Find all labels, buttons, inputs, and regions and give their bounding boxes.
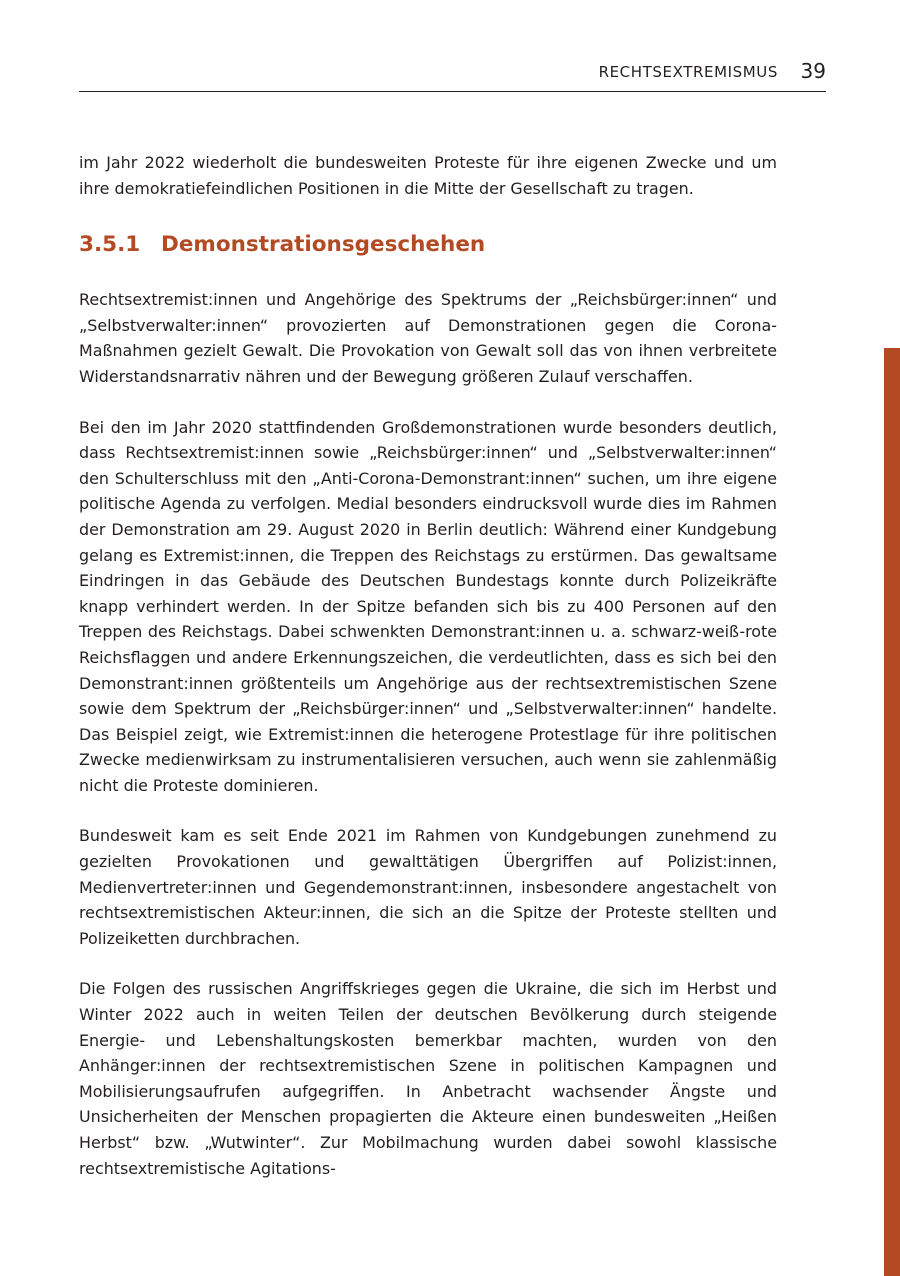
paragraph: Bei den im Jahr 2020 stattfindenden Großdemonstrationen wurde besonders deutlich, dass Rechtsextremist:innen sowie „Reichsbürger:innen“ und „Selbstverwalter:innen“ den Schulterschluss mit den „Anti-Corona-Demonstrant:innen“ suchen, um ihre eigene politische Agenda zu verfolgen. Medial besonders eindrucksvoll wurde dies im Rahmen der Demonstration am 29. August 2020 in Berlin deutlich: Während einer Kundgebung gelang es Extremist:innen, die Treppen des Reichstags zu erstürmen. Das gewaltsame Eindringen in das Gebäude des Deutschen Bundestags konnte durch Polizeikräfte knapp verhindert werden. In der Spitze befanden sich bis zu 400 Personen auf den Treppen des Reichstags. Dabei schwenkten Demonstrant:innen u. a. schwarz-weiß-rote Reichsflaggen und andere Erkennungszeichen, die verdeutlichten, dass es sich bei den Demonstrant:innen größtenteils um Angehörige aus der rechtsextremistischen Szene sowie dem Spektrum der „Reichsbürger:innen“ und „Selbstverwalter:innen“ handelte. Das Beispiel zeigt, wie Extremist:innen die heterogene Protestlage für ihre politischen Zwecke medienwirksam zu instrumentalisieren versuchen, auch wenn sie zahlenmäßig nicht die Proteste dominieren. xyxy=(79,417,777,795)
section-heading xyxy=(79,230,777,260)
section-title: RECHTSEXTREMISMUS xyxy=(598,63,778,81)
intro-paragraph: im Jahr 2022 wiederholt die bundesweiten Proteste für ihre eigenen Zwecke und um ihre demokratiefeindlichen Positionen in die Mitte der Gesellschaft zu tragen. xyxy=(79,153,777,198)
paragraph: Rechtsextremist:innen und Angehörige des Spektrums der „Reichsbürger:innen“ und „Selbstverwalter:innen“ provozierten auf Demonstrationen gegen die Corona-Maßnahmen gezielt Gewalt. Die Provokation von Gewalt soll das von ihnen verbreitete Widerstandsnarrativ nähren und der Bewegung größeren Zulauf verschaffen. xyxy=(79,290,777,386)
chapter-color-bar xyxy=(884,348,900,1276)
page-number: 39 xyxy=(800,59,826,83)
paragraph: Bundesweit kam es seit Ende 2021 im Rahmen von Kundgebungen zunehmend zu gezielten Provokationen und gewalttätigen Übergriffen auf Polizist:innen, Medienvertreter:innen und Gegendemonstrant:innen, insbesondere angestachelt von rechtsextremistischen Akteur:innen, die sich an die Spitze der Proteste stellten und Polizeiketten durchbrachen. xyxy=(79,826,777,948)
section-heading-number: 3.5.1 xyxy=(79,232,141,258)
paragraph: Die Folgen des russischen Angriffskrieges gegen die Ukraine, die sich im Herbst und Winter 2022 auch in weiten Teilen der deutschen Bevölkerung durch steigende Energie- und Lebenshaltungskosten bemerkbar machten, wurden von den Anhänger:innen der rechtsextremistischen Szene in politischen Kampagnen und Mobilisierungsaufrufen aufgegriffen. In Anbetracht wachsender Ängste und Unsicherheiten der Menschen propagierten die Akteure einen bundesweiten „Heißen Herbst“ bzw. „Wutwinter“. Zur Mobilmachung wurden dabei sowohl klassische rechtsextremistische Agitations- xyxy=(79,979,777,1178)
section-heading-title: Demonstrationsgeschehen xyxy=(161,232,486,258)
running-header xyxy=(79,58,826,92)
page-body xyxy=(79,150,777,1206)
